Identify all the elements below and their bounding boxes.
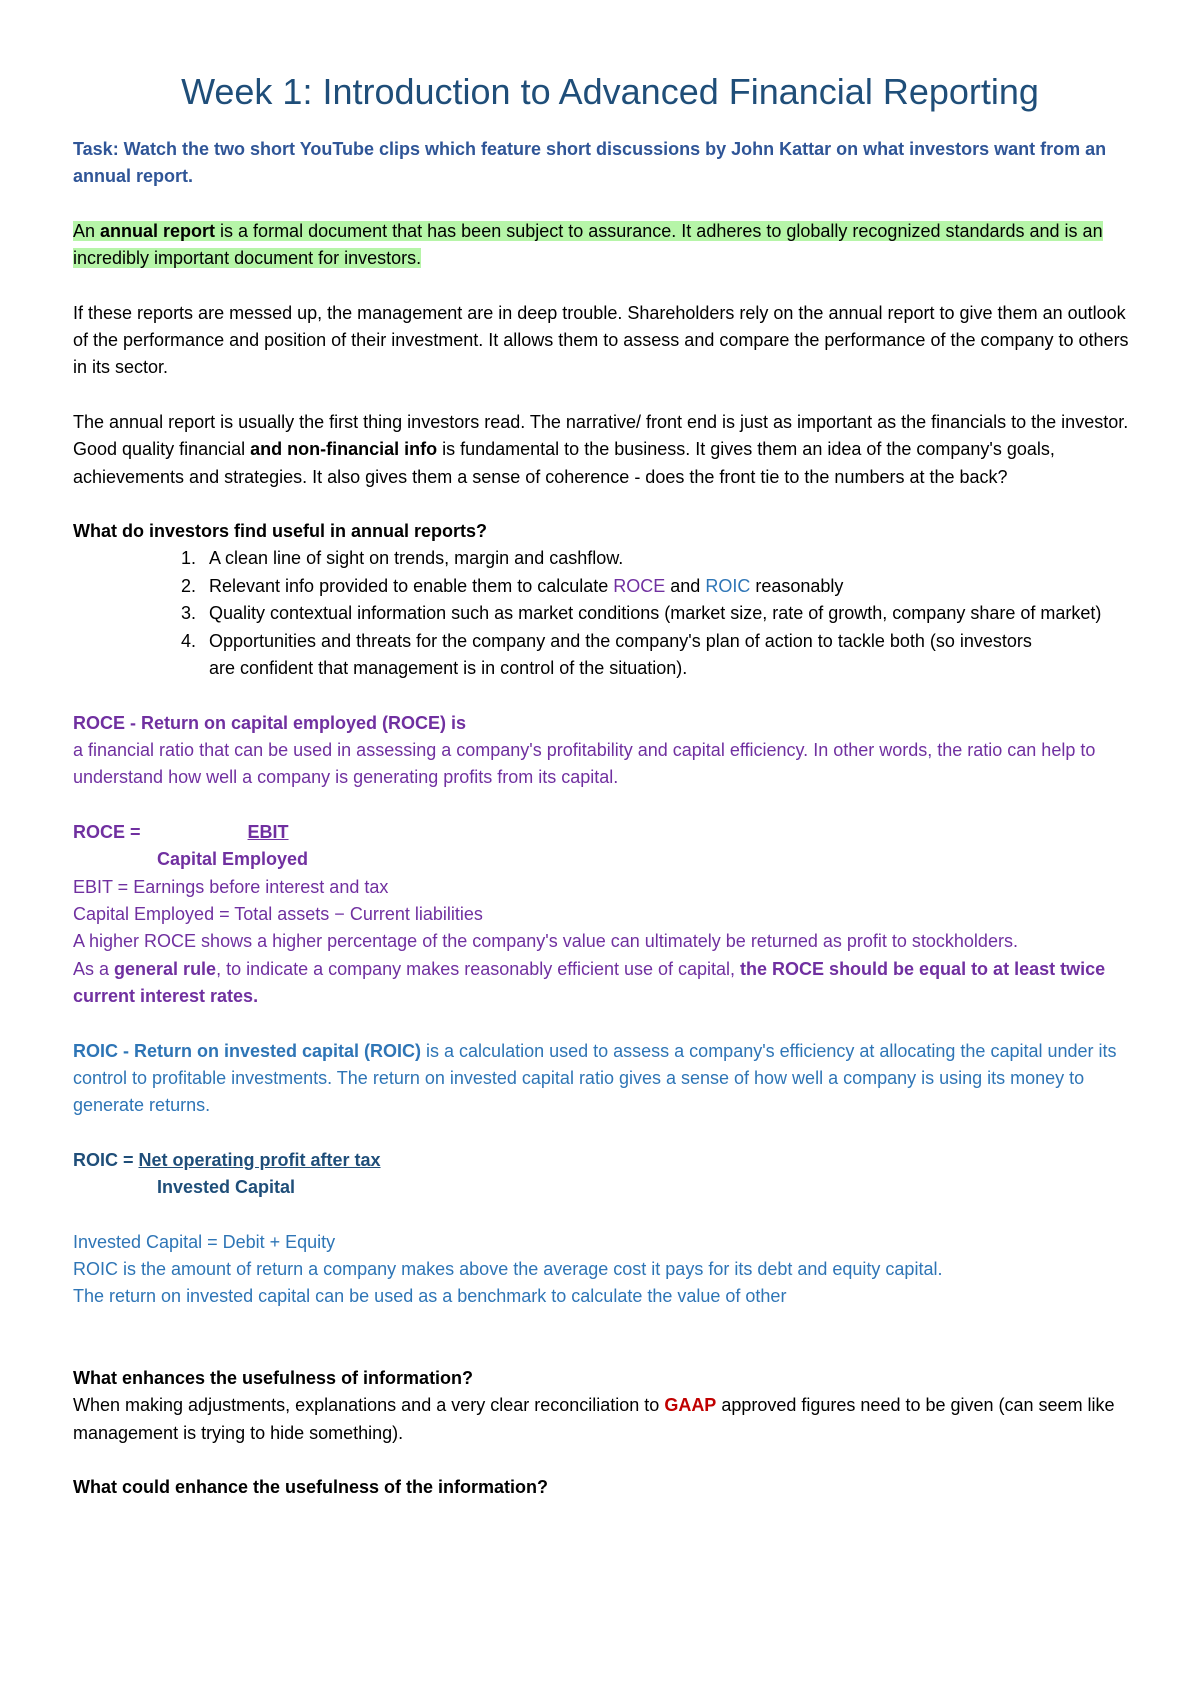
- roce-formula-denominator: [73, 846, 1133, 873]
- roic-formula-denominator: [73, 1174, 1133, 1201]
- general-rule-text: [73, 956, 1133, 1011]
- could-enhance-heading: [73, 1474, 1133, 1501]
- useful-list: [73, 545, 1133, 682]
- could-enhance-heading-text: What could enhance the usefulness of the information?: [73, 1477, 549, 1498]
- gaap-term: GAAP: [664, 1395, 717, 1416]
- list-item: [201, 628, 1133, 683]
- rule-bold-2: the ROCE should be equal to at least twice current interest rates.: [73, 958, 1106, 1007]
- useful-heading: [73, 518, 1133, 545]
- roic-formula: [73, 1147, 1133, 1174]
- first-thing-paragraph: [73, 409, 1133, 491]
- list-item: 3. Quality contextual information such as market conditions (market size, rate of growth, company share of market): [201, 600, 1133, 627]
- roic-section: [73, 1038, 1133, 1311]
- ebit-label: EBIT: [247, 821, 289, 842]
- enhance-heading: [73, 1365, 1133, 1392]
- rule-bold-1: general rule: [114, 958, 217, 979]
- annual-rest: is a formal document that has been subject to assurance. It adheres to globally recognized standards and is an incredibly important document for investors.: [73, 220, 1103, 269]
- capital-employed-definition: Capital Employed = Total assets − Current liabilities: [73, 903, 483, 924]
- invested-capital-definition: Invested Capital = Debit + Equity: [73, 1231, 336, 1252]
- enhance-text-a: When making adjustments, explanations and a very clear reconciliation to: [73, 1395, 665, 1416]
- rule-b: , to indicate a company makes reasonably efficient use of capital,: [216, 958, 741, 979]
- page-title: Week 1: Introduction to Advanced Financial Reporting: [181, 71, 1039, 112]
- higher-roce-text: A higher ROCE shows a higher percentage of the company's value can ultimately be returned as profit to stockholders.: [73, 931, 1018, 952]
- roic-formula-lhs: ROIC =: [73, 1149, 139, 1170]
- item4-text-a: Opportunities and threats for the company and the company's plan of action to tackle both (so investors: [209, 630, 1032, 651]
- annual-prefix: An: [73, 220, 101, 241]
- item2-and: and: [665, 575, 706, 596]
- enhance-text-b: approved figures need to be given (can seem like management is trying to hide something).: [73, 1395, 1115, 1443]
- roce-formula-lhs: ROCE =: [73, 821, 146, 842]
- enhance-text: [73, 1392, 1133, 1447]
- messed-up-paragraph: If these reports are messed up, the management are in deep trouble. Shareholders rely on the annual report to give them an outlook of the performance and position of their investment. It allows them to assess and compare the performance of the company to others in its sector.: [73, 302, 1129, 378]
- roic-heading: [73, 1038, 1133, 1120]
- roce-section: [73, 710, 1133, 1011]
- roce-formula: [73, 819, 1133, 846]
- first-thing-bold: and non-financial info: [250, 439, 438, 460]
- capital-employed-label: Capital Employed: [157, 849, 309, 870]
- item2-text-b: reasonably: [750, 575, 844, 596]
- roic-formula-numerator: Net operating profit after tax: [138, 1149, 381, 1170]
- annual-report-definition: [73, 218, 1133, 273]
- roce-term: ROCE: [613, 575, 666, 596]
- roic-heading-bold: ROIC - Return on invested capital (ROIC): [73, 1040, 422, 1061]
- roic-heading-rest: is a calculation used to assess a company's efficiency at allocating the capital under its control to profitable investments. The return on invested capital ratio gives a sense of how well a company is using its money to generate returns.: [73, 1040, 1117, 1116]
- annual-report-term: annual report: [100, 220, 216, 241]
- roic-term: ROIC: [705, 575, 751, 596]
- rule-a: As a: [73, 958, 115, 979]
- document-page: [73, 70, 1133, 1501]
- roic-amount-text: ROIC is the amount of return a company makes above the average cost it pays for its debt and equity capital.: [73, 1259, 943, 1279]
- roic-benchmark-text: The return on invested capital can be used as a benchmark to calculate the value of other: [73, 1286, 787, 1307]
- roce-heading: [73, 710, 1133, 737]
- roce-heading-text: ROCE - Return on capital employed (ROCE) is: [73, 712, 467, 733]
- useful-heading-text: What do investors find useful in annual reports?: [73, 521, 488, 542]
- task-paragraph: [73, 136, 1133, 191]
- task-text: Task: Watch the two short YouTube clips which feature short discussions by John Kattar on what investors want from an annual report.: [73, 139, 1107, 187]
- item4-text-b: are confident that management is in control of the situation).: [209, 658, 688, 679]
- list-item: 1. A clean line of sight on trends, margin and cashflow.: [201, 545, 1133, 572]
- roce-definition: a financial ratio that can be used in assessing a company's profitability and capital efficiency. In other words, the ratio can help to understand how well a company is generating profits from its capital.: [73, 739, 1096, 788]
- roce-formula-numerator: [146, 822, 289, 842]
- invested-capital-label: Invested Capital: [157, 1177, 296, 1198]
- first-thing-a: The annual report is usually the first thing investors read. The narrative/ front end is just as important as the financials to the investor. Good quality financial: [73, 411, 1129, 460]
- first-thing-b: is fundamental to the business. It gives them an idea of the company's goals, achievements and strategies. It also gives them a sense of coherence - does the front tie to the numbers at the back?: [73, 439, 1055, 487]
- list-item: [201, 573, 1133, 600]
- enhance-heading-text: What enhances the usefulness of information?: [73, 1367, 474, 1388]
- item2-text-a: Relevant info provided to enable them to calculate: [209, 575, 614, 596]
- ebit-definition: EBIT = Earnings before interest and tax: [73, 876, 389, 897]
